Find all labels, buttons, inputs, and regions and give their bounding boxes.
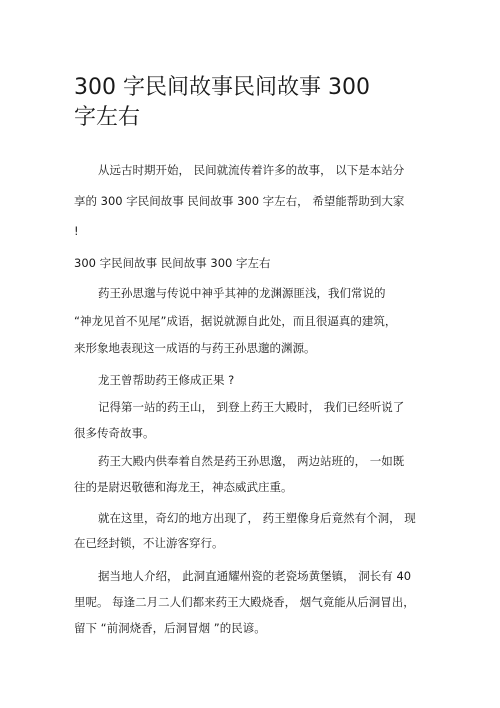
paragraph-line: 往的是尉迟敬德和海龙王，神态威武庄重。 — [74, 480, 293, 494]
paragraph-line: 记得第一站的药王山， 到登上药王大殿时， 我们已经听说了 — [98, 400, 405, 414]
paragraph-line: 在已经封锁，不让游客穿行。 — [74, 536, 224, 550]
paragraph-line: 从远古时期开始， 民间就流传着许多的故事， 以下是本站分 — [98, 163, 405, 177]
paragraph-line: 药王大殿内供奉着自然是药王孙思邈， 两边站班的， 一如既 — [98, 454, 405, 468]
paragraph-line: 据当地人介绍， 此洞直通耀州瓷的老瓷场黄堡镇， 洞长有 40 — [98, 569, 412, 583]
paragraph-line: “神龙见首不见尾”成语，据说就源自此处，而且很逼真的建筑， — [74, 314, 397, 328]
paragraph-line: 留下 “前洞烧香，后洞冒烟 ”的民谚。 — [74, 621, 266, 635]
subheading-line: 龙王曾帮助药王修成正果 ? — [98, 373, 235, 387]
subheading-line: 300 字民间故事 民间故事 300 字左右 — [74, 256, 271, 270]
paragraph-line: 药王孙思邈与传说中神乎其神的龙渊源匪浅，我们常说的 — [98, 286, 386, 300]
paragraph-line: 里呢。 每逢二月二人们都来药王大殿烧香， 烟气竟能从后洞冒出， — [74, 595, 415, 609]
page-title-line-1: 300 字民间故事民间故事 300 — [74, 75, 370, 100]
paragraph-line: 很多传奇故事。 — [74, 426, 155, 440]
paragraph-line: ! — [74, 224, 79, 238]
paragraph-line: 享的 300 字民间故事 民间故事 300 字左右， 希望能帮助到大家 — [74, 194, 405, 208]
page-title-line-2: 字左右 — [74, 105, 141, 130]
paragraph-line: 就在这里，奇幻的地方出现了， 药王塑像身后竟然有个洞， 现 — [98, 511, 416, 525]
paragraph-line: 来形象地表现这一成语的与药王孙思邈的渊源。 — [74, 341, 316, 355]
